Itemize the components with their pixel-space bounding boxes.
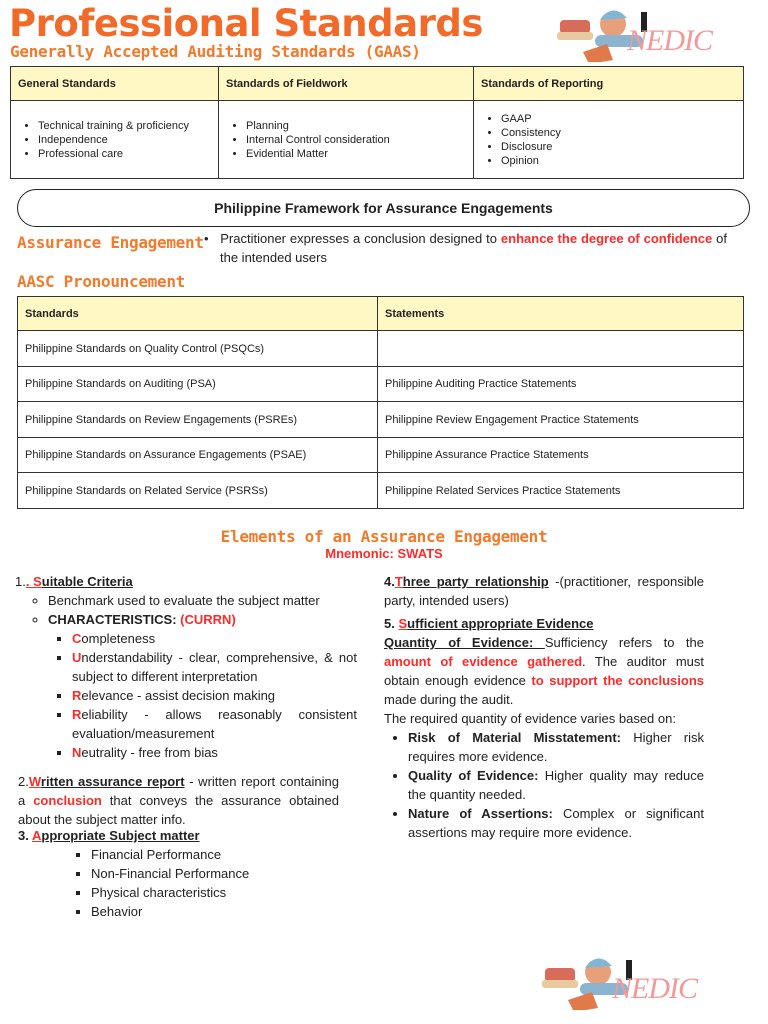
- text-segment: T: [394, 574, 403, 589]
- cell: Philippine Auditing Practice Statements: [378, 367, 744, 402]
- text-segment: conclusion: [33, 793, 102, 808]
- list-item: [408, 766, 704, 804]
- text-segment: Higher quality may reduce the quantity needed.: [408, 768, 704, 802]
- list-item: • Professional care: [38, 147, 211, 161]
- cell: Philippine Review Engagement Practice Statements: [378, 402, 744, 438]
- aasc-heading: AASC Pronouncement: [17, 272, 185, 291]
- list-item: ▪ Non-Financial Performance: [91, 864, 348, 883]
- list-item: ▪ Behavior: [91, 902, 348, 921]
- text-segment: N: [72, 745, 82, 760]
- list-item: [408, 728, 704, 766]
- text-segment: elevance - assist decision making: [81, 688, 276, 703]
- label: CHARACTERISTICS:: [48, 612, 181, 627]
- cell: Philippine Standards on Review Engagements (PSREs): [18, 402, 378, 438]
- num: 1.: [15, 574, 26, 589]
- aasc-header: Standards: [18, 297, 378, 331]
- text-segment: - written report containing a: [18, 774, 339, 808]
- table-row: [18, 367, 744, 402]
- text-segment: ritten assurance report: [40, 774, 185, 789]
- list-item: • Internal Control consideration: [246, 133, 466, 147]
- text-segment: R: [72, 688, 82, 703]
- list-item: • Disclosure: [501, 140, 736, 154]
- dot: .: [25, 574, 34, 589]
- cell: [378, 331, 744, 367]
- gaas-header: Standards of Reporting: [474, 67, 744, 101]
- acronym: (CURRN): [180, 612, 236, 627]
- text-segment: made during the audit.: [384, 692, 514, 707]
- list-item: • Evidential Matter: [246, 147, 466, 161]
- text-segment: U: [72, 650, 82, 665]
- text-segment: 3.: [18, 828, 32, 843]
- gaas-header: General Standards: [11, 67, 219, 101]
- cell: Philippine Related Services Practice Statements: [378, 473, 744, 509]
- text-segment: ufficient appropriate Evidence: [407, 616, 594, 631]
- text-segment: Nature of Assertions:: [408, 806, 553, 821]
- element-3: [18, 826, 348, 921]
- element-5: [384, 614, 704, 842]
- text-segment: C: [72, 631, 82, 646]
- cell: Philippine Assurance Practice Statements: [378, 438, 744, 473]
- text-segment: Quality of Evidence:: [408, 768, 539, 783]
- text-segment: amount of evidence gathered: [384, 654, 583, 669]
- text-segment: A: [31, 828, 42, 843]
- table-row: [18, 331, 744, 367]
- list-item: [48, 610, 357, 762]
- logo-text: NEDIC: [627, 24, 712, 57]
- gaas-header: Standards of Fieldwork: [219, 67, 474, 101]
- list-item: ◦ Benchmark used to evaluate the subject matter: [48, 591, 357, 610]
- text-segment: eliability - allows reasonably consistent evaluation/measurement: [72, 707, 357, 741]
- cell: Philippine Standards on Assurance Engagements (PSAE): [18, 438, 378, 473]
- table-row: [18, 402, 744, 438]
- assurance-definition: • Practitioner expresses a conclusion designed to enhance the degree of confidence of the intended users: [204, 231, 728, 265]
- element-title: uitable Criteria: [41, 574, 133, 589]
- page-subtitle: Generally Accepted Auditing Standards (GAAS): [10, 42, 421, 61]
- list-item: • Technical training & proficiency: [38, 119, 211, 133]
- cell: Philippine Standards on Auditing (PSA): [18, 367, 378, 402]
- initial: S: [33, 574, 42, 589]
- cell: Philippine Standards on Related Service (PSRSs): [18, 473, 378, 509]
- list-item: ▪ Physical characteristics: [91, 883, 348, 902]
- text-segment: Risk of Material Misstatement:: [408, 730, 621, 745]
- text-segment: Sufficiency refers to the: [544, 635, 705, 650]
- text-segment: S: [398, 616, 408, 631]
- text-segment: ppropriate Subject matter: [41, 828, 200, 843]
- highlight: enhance the degree of confidence: [500, 231, 713, 246]
- paragraph: The required quantity of evidence varies based on:: [384, 711, 676, 726]
- gaas-table: [10, 66, 744, 179]
- nedic-logo: [555, 2, 735, 62]
- element-4: [384, 572, 704, 610]
- aasc-header: Statements: [378, 297, 744, 331]
- text-segment: R: [72, 707, 82, 722]
- list-item: • Consistency: [501, 126, 736, 140]
- text-segment: -(practitioner, responsible party, intended users): [384, 574, 704, 608]
- text: of the intended users: [220, 231, 728, 265]
- text-segment: Quantity of Evidence:: [384, 635, 545, 650]
- text-segment: that conveys the assurance obtained about the subject matter info.: [18, 793, 339, 827]
- assurance-label: Assurance Engagement: [17, 233, 204, 252]
- list-item: • Independence: [38, 133, 211, 147]
- aasc-table: [17, 296, 744, 509]
- table-row: [18, 438, 744, 473]
- logo-text: NEDIC: [612, 972, 697, 1005]
- elements-heading: Elements of an Assurance Engagement: [220, 527, 548, 546]
- framework-title: Philippine Framework for Assurance Engagements: [17, 189, 750, 227]
- element-1: [15, 572, 357, 762]
- text-segment: to support the conclusions: [531, 673, 704, 688]
- text-segment: 4.: [384, 574, 395, 589]
- text-segment: 2.: [18, 774, 29, 789]
- text-segment: Complex or significant assertions may require more evidence.: [408, 806, 704, 840]
- list-item: • Planning: [246, 119, 466, 133]
- list-item: • Opinion: [501, 154, 736, 168]
- text-segment: eutrality - free from bias: [81, 745, 218, 760]
- text: Practitioner expresses a conclusion designed to: [220, 231, 501, 246]
- table-row: [18, 473, 744, 509]
- element-2: [18, 772, 339, 829]
- page-title: Professional Standards: [9, 2, 483, 45]
- list-item: • GAAP: [501, 112, 736, 126]
- text-segment: 5.: [384, 616, 399, 631]
- text-segment: . The auditor must obtain enough evidence: [384, 654, 704, 688]
- nedic-logo-footer: [540, 950, 720, 1010]
- list-item: [408, 804, 704, 842]
- list-item: ▪ Financial Performance: [91, 845, 348, 864]
- text-segment: nderstandability - clear, comprehensive, & not subject to different interpretation: [72, 650, 357, 684]
- mnemonic: Mnemonic: SWATS: [325, 546, 443, 561]
- text-segment: W: [28, 774, 41, 789]
- text-segment: ompleteness: [81, 631, 156, 646]
- text-segment: Higher risk requires more evidence.: [408, 730, 704, 764]
- cell: Philippine Standards on Quality Control (PSQCs): [18, 331, 378, 367]
- text-segment: hree party relationship: [402, 574, 549, 589]
